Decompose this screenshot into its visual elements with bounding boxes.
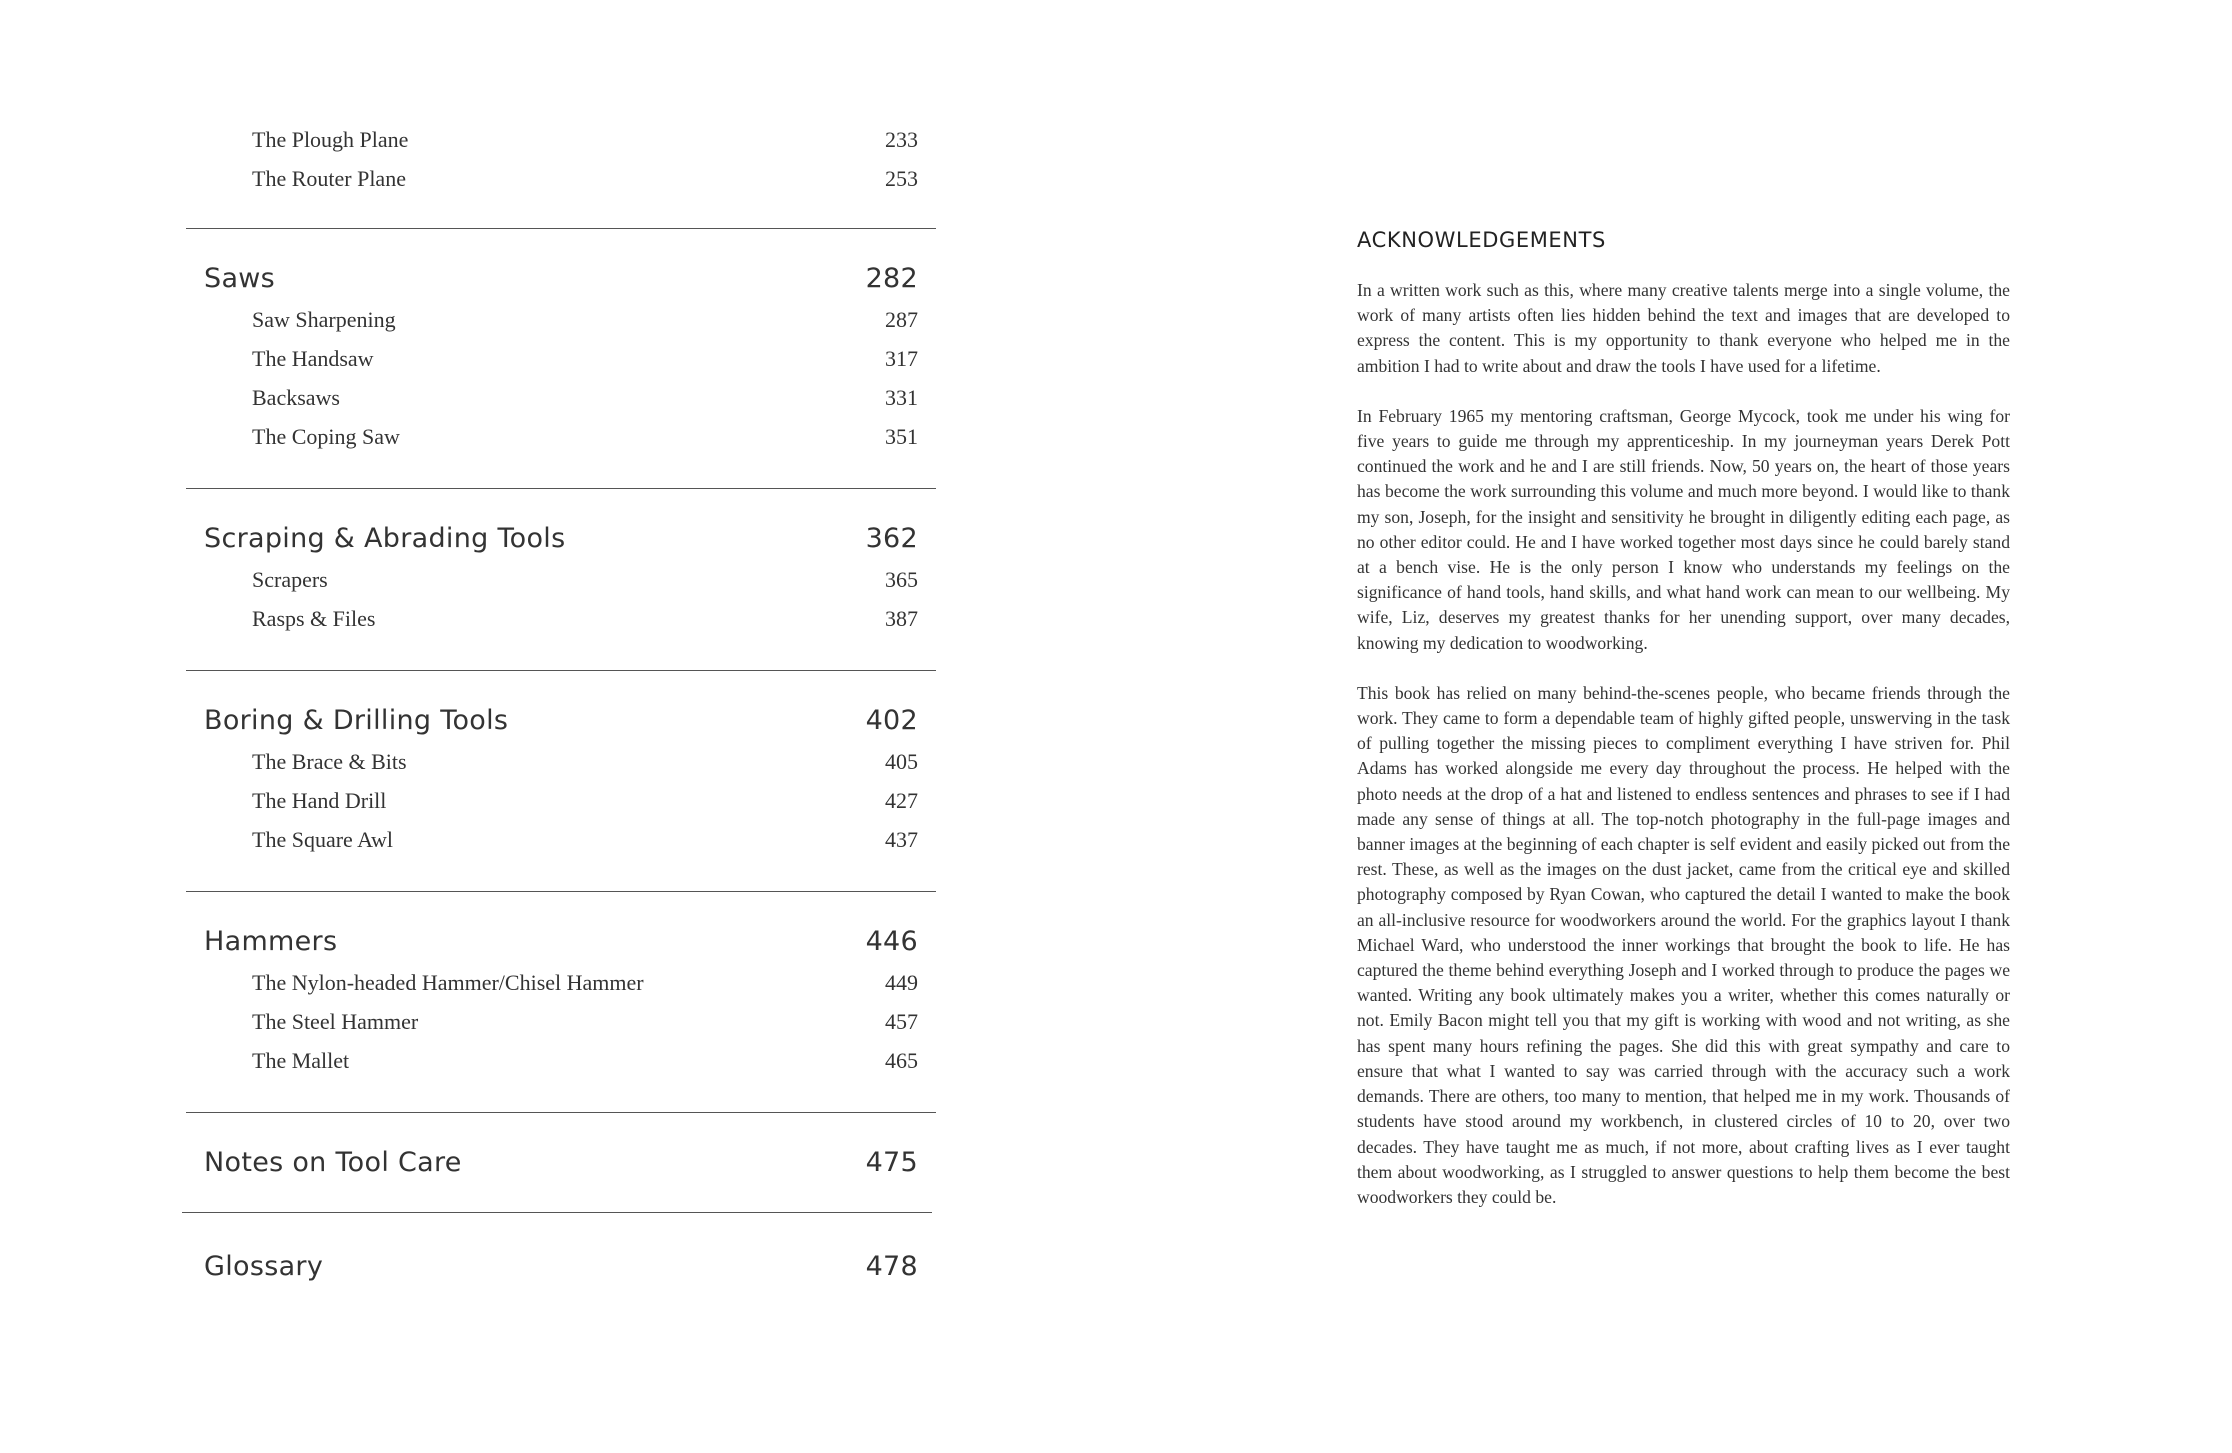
toc-chapter[interactable] xyxy=(186,926,936,957)
toc-divider xyxy=(186,891,936,892)
toc-entry-page: 253 xyxy=(885,166,918,191)
toc-section-saws xyxy=(186,263,936,456)
toc-chapter[interactable] xyxy=(186,263,936,294)
toc-entry[interactable] xyxy=(186,599,936,638)
toc-chapter-page: 362 xyxy=(865,523,918,554)
toc-section-boring xyxy=(186,705,936,859)
toc-chapter[interactable] xyxy=(186,1251,936,1282)
toc-divider xyxy=(186,488,936,489)
toc-entry-title: The Brace & Bits xyxy=(252,749,407,774)
toc-chapter-title: Scraping & Abrading Tools xyxy=(204,523,566,554)
acknowledgements-paragraph: This book has relied on many behind-the-scenes people, who became friends through the work. They came to form a dependable team of highly gifted people, unswerving in the task of pulling together the missing pieces to compliment everything I have striven for. Phil Adams has worked alongside me every day throughout the process. He helped with the photo needs at the drop of a hat and listened to endless sentences and phrases to see if I had made any sense of things at all. The top-notch photography in the full-page images and banner images at the beginning of each chapter is self evident and easily picked out from the rest. These, as well as the images on the dust jacket, came from the critical eye and skilled photography composed by Ryan Cowan, who captured the detail I wanted to make the book an all-inclusive resource for woodworkers around the world. For the graphics layout I thank Michael Ward, who understood the inner workings that brought the book to life. He has captured the theme behind everything Joseph and I worked through to produce the pages we wanted. Writing any book ultimately makes you a writer, whether this comes naturally or not. Emily Bacon might tell you that my gift is working with wood and not writing, as she has spent many hours refining the pages. She did this with great sympathy and care to ensure that what I wanted to say was carried through with the accuracy such a work demands. There are others, too many to mention, that helped me in my work. Thousands of students have stood around my workbench, in clustered circles of 10 to 20, over two decades. They have taught me as much, if not more, about crafting lives as I ever taught them about woodworking, as I struggled to answer questions to help them become the best woodworkers they could be. xyxy=(1357,682,2010,1207)
acknowledgements-paragraph: In a written work such as this, where many creative talents merge into a single volume, the work of many artists often lies hidden behind the text and images that are developed to express the content. This is my opportunity to thank everyone who helped me in the ambition I had to write about and draw the tools I have used for a lifetime. xyxy=(1357,280,2010,376)
toc-section-tool-care xyxy=(186,1147,936,1178)
toc-entry-page: 405 xyxy=(885,749,918,774)
toc-entry-title: The Coping Saw xyxy=(252,424,400,449)
toc-entry-title: The Handsaw xyxy=(252,346,374,371)
toc-entry[interactable] xyxy=(186,560,936,599)
toc-chapter-title: Notes on Tool Care xyxy=(204,1147,462,1178)
toc-entry-title: The Hand Drill xyxy=(252,788,387,813)
toc-entry-title: The Square Awl xyxy=(252,827,393,852)
toc-entry-page: 427 xyxy=(885,788,918,813)
toc-entry-page: 449 xyxy=(885,970,918,995)
toc-entry-title: Scrapers xyxy=(252,567,328,592)
toc-entry-title: The Plough Plane xyxy=(252,127,409,152)
toc-entry-page: 317 xyxy=(885,346,918,371)
toc-section-scraping xyxy=(186,523,936,638)
toc-entry-page: 287 xyxy=(885,307,918,332)
toc-chapter[interactable] xyxy=(186,523,936,554)
toc-chapter-page: 475 xyxy=(865,1147,918,1178)
toc-entry[interactable] xyxy=(186,742,936,781)
toc-chapter-title: Glossary xyxy=(204,1251,324,1282)
toc-section-glossary xyxy=(186,1251,936,1282)
toc-entry-page: 437 xyxy=(885,827,918,852)
toc-entry-title: Rasps & Files xyxy=(252,606,376,631)
toc-entry-page: 387 xyxy=(885,606,918,631)
table-of-contents xyxy=(186,120,936,1282)
toc-chapter-title: Hammers xyxy=(204,926,338,957)
toc-chapter[interactable] xyxy=(186,705,936,736)
toc-entry[interactable] xyxy=(186,378,936,417)
toc-entry-title: The Router Plane xyxy=(252,166,406,191)
toc-chapter-title: Saws xyxy=(204,263,276,294)
toc-entry-title: Saw Sharpening xyxy=(252,307,396,332)
toc-divider xyxy=(186,1112,936,1113)
toc-entry[interactable] xyxy=(186,781,936,820)
toc-entry[interactable] xyxy=(186,120,936,159)
toc-entry-page: 331 xyxy=(885,385,918,410)
right-page xyxy=(1116,0,2232,1453)
toc-entry-page: 365 xyxy=(885,567,918,592)
toc-chapter-page: 402 xyxy=(865,705,918,736)
toc-entry-title: The Steel Hammer xyxy=(252,1009,419,1034)
toc-entry[interactable] xyxy=(186,820,936,859)
toc-chapter-page: 446 xyxy=(865,926,918,957)
acknowledgements-paragraph: In February 1965 my mentoring craftsman, George Mycock, took me under his wing for five years to guide me through my apprenticeship. In my journeyman years Derek Pott continued the work and he and I are still friends. Now, 50 years on, the heart of those years has become the work surrounding this volume and much more beyond. I would like to thank my son, Joseph, for the insight and sensitivity he brought in diligently editing each page, as no other editor could. He and I have worked together most days since he could barely stand at a bench vise. He is the only person I know who understands my feelings on the significance of hand tools, hand skills, and what hand work can mean to our wellbeing. My wife, Liz, deserves my greatest thanks for her unending support, over many decades, knowing my dedication to woodworking. xyxy=(1357,405,2010,653)
toc-entry-title: The Mallet xyxy=(252,1048,350,1073)
toc-entry[interactable] xyxy=(186,300,936,339)
acknowledgements xyxy=(1357,228,2010,1235)
toc-chapter-page: 478 xyxy=(865,1251,918,1282)
toc-divider xyxy=(182,1212,932,1213)
toc-entry-page: 457 xyxy=(885,1009,918,1034)
toc-entry[interactable] xyxy=(186,963,936,1002)
toc-entry[interactable] xyxy=(186,159,936,198)
toc-entry-page: 233 xyxy=(885,127,918,152)
toc-entry-page: 351 xyxy=(885,424,918,449)
toc-entry-page: 465 xyxy=(885,1048,918,1073)
toc-divider xyxy=(186,228,936,229)
toc-entry[interactable] xyxy=(186,339,936,378)
toc-divider xyxy=(186,670,936,671)
toc-chapter-title: Boring & Drilling Tools xyxy=(204,705,509,736)
toc-entry[interactable] xyxy=(186,417,936,456)
toc-section-planes-continued xyxy=(186,120,936,198)
acknowledgements-heading: ACKNOWLEDGEMENTS xyxy=(1357,228,1606,252)
toc-entry-title: Backsaws xyxy=(252,385,340,410)
toc-entry[interactable] xyxy=(186,1041,936,1080)
toc-entry[interactable] xyxy=(186,1002,936,1041)
toc-entry-title: The Nylon-headed Hammer/Chisel Hammer xyxy=(252,970,644,995)
toc-chapter[interactable] xyxy=(186,1147,936,1178)
toc-chapter-page: 282 xyxy=(865,263,918,294)
toc-section-hammers xyxy=(186,926,936,1080)
